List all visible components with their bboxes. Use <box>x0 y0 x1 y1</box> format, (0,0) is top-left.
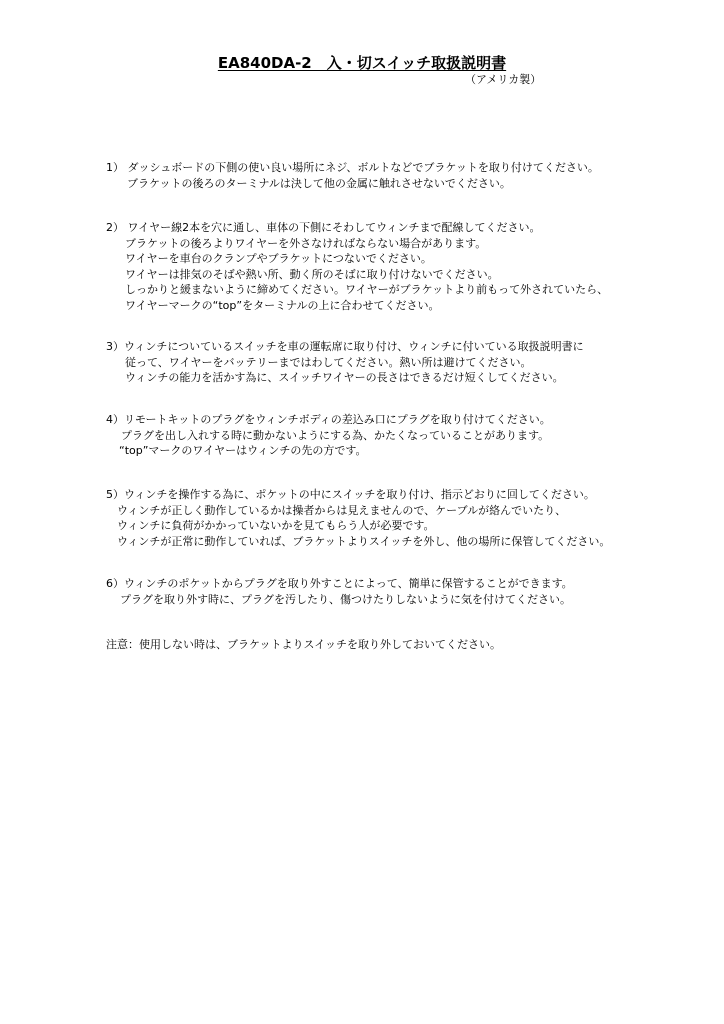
step-5-line-1: 5）ウィンチを操作する為に、ポケットの中にスイッチを取り付け、指示どおりに回してください。 <box>106 488 595 501</box>
instruction-step-3 <box>0 339 724 386</box>
step-1-line-2: ブラケットの後ろのターミナルは決して他の金属に触れさせないでください。 <box>127 176 511 190</box>
instruction-step-6 <box>0 576 724 607</box>
step-3-line-2: 従って、ワイヤーをバッテリーまではわしてください。熱い所は避けてください。 <box>125 355 532 369</box>
instruction-step-5 <box>0 487 724 549</box>
step-3-line-3: ウィンチの能力を活かす為に、スイッチワイヤーの長さはできるだけ短くしてください。 <box>125 371 564 384</box>
step-3-line-1: 3）ウィンチについているスイッチを車の運転席に取り付け、ウィンチに付いている取扱説明書に <box>106 340 584 353</box>
step-2-line-5: しっかりと緩まないように締めてください。ワイヤーがブラケットより前もって外されていたら、 <box>125 283 609 296</box>
step-5-line-4: ウィンチが正常に動作していれば、ブラケットよりスイッチを外し、他の場所に保管してください。 <box>117 534 611 548</box>
step-5-line-3: ウィンチに負荷がかかっていないかを見てもらう人が必要です。 <box>117 519 435 532</box>
step-2-line-3: ワイヤーを車台のクランプやブラケットにつないでください。 <box>125 252 432 265</box>
step-2-line-6: ワイヤーマークの“top”をターミナルの上に合わせてください。 <box>125 298 440 312</box>
step-2-line-1: 2） ワイヤー線2本を穴に通し、車体の下側にそわしてウィンチまで配線してください。 <box>106 221 541 234</box>
step-5-line-2: ウィンチが正しく動作しているかは操者からは見えませんので、ケーブルが絡んでいたり、 <box>117 503 567 517</box>
step-6-line-2: プラグを取り外す時に、プラグを汚したり、傷つけたりしないように気を付けてください。 <box>120 592 571 606</box>
step-4-line-1: 4）リモートキットのプラグをウィンチボディの差込み口にプラグを取り付けてください。 <box>106 413 551 426</box>
caution-note: 注意：使用しない時は、ブラケットよりスイッチを取り外しておいてください。 <box>106 638 502 651</box>
instruction-step-2 <box>0 220 724 313</box>
instruction-step-4 <box>0 412 724 459</box>
step-2-line-4: ワイヤーは排気のそばや熱い所、動く所のそばに取り付けないでください。 <box>125 267 499 281</box>
step-4-line-2: プラグを出し入れする時に動かないようにする為、かたくなっていることがあります。 <box>121 428 550 442</box>
step-4-line-3: “top”マークのワイヤーはウィンチの先の方です。 <box>119 444 367 457</box>
step-2-line-2: ブラケットの後ろよりワイヤーを外さなければならない場合があります。 <box>125 236 487 250</box>
step-6-line-1: 6）ウィンチのポケットからプラグを取り外すことによって、簡単に保管することができます。 <box>106 577 573 590</box>
instruction-step-1 <box>0 160 724 191</box>
document-title: EA840DA-2 入・切スイッチ取扱説明書 <box>217 54 507 72</box>
step-1-line-1: 1） ダッシュボードの下側の使い良い場所にネジ、ボルトなどでブラケットを取り付けてください。 <box>106 161 599 174</box>
document-subtitle: （アメリカ製） <box>465 73 542 86</box>
